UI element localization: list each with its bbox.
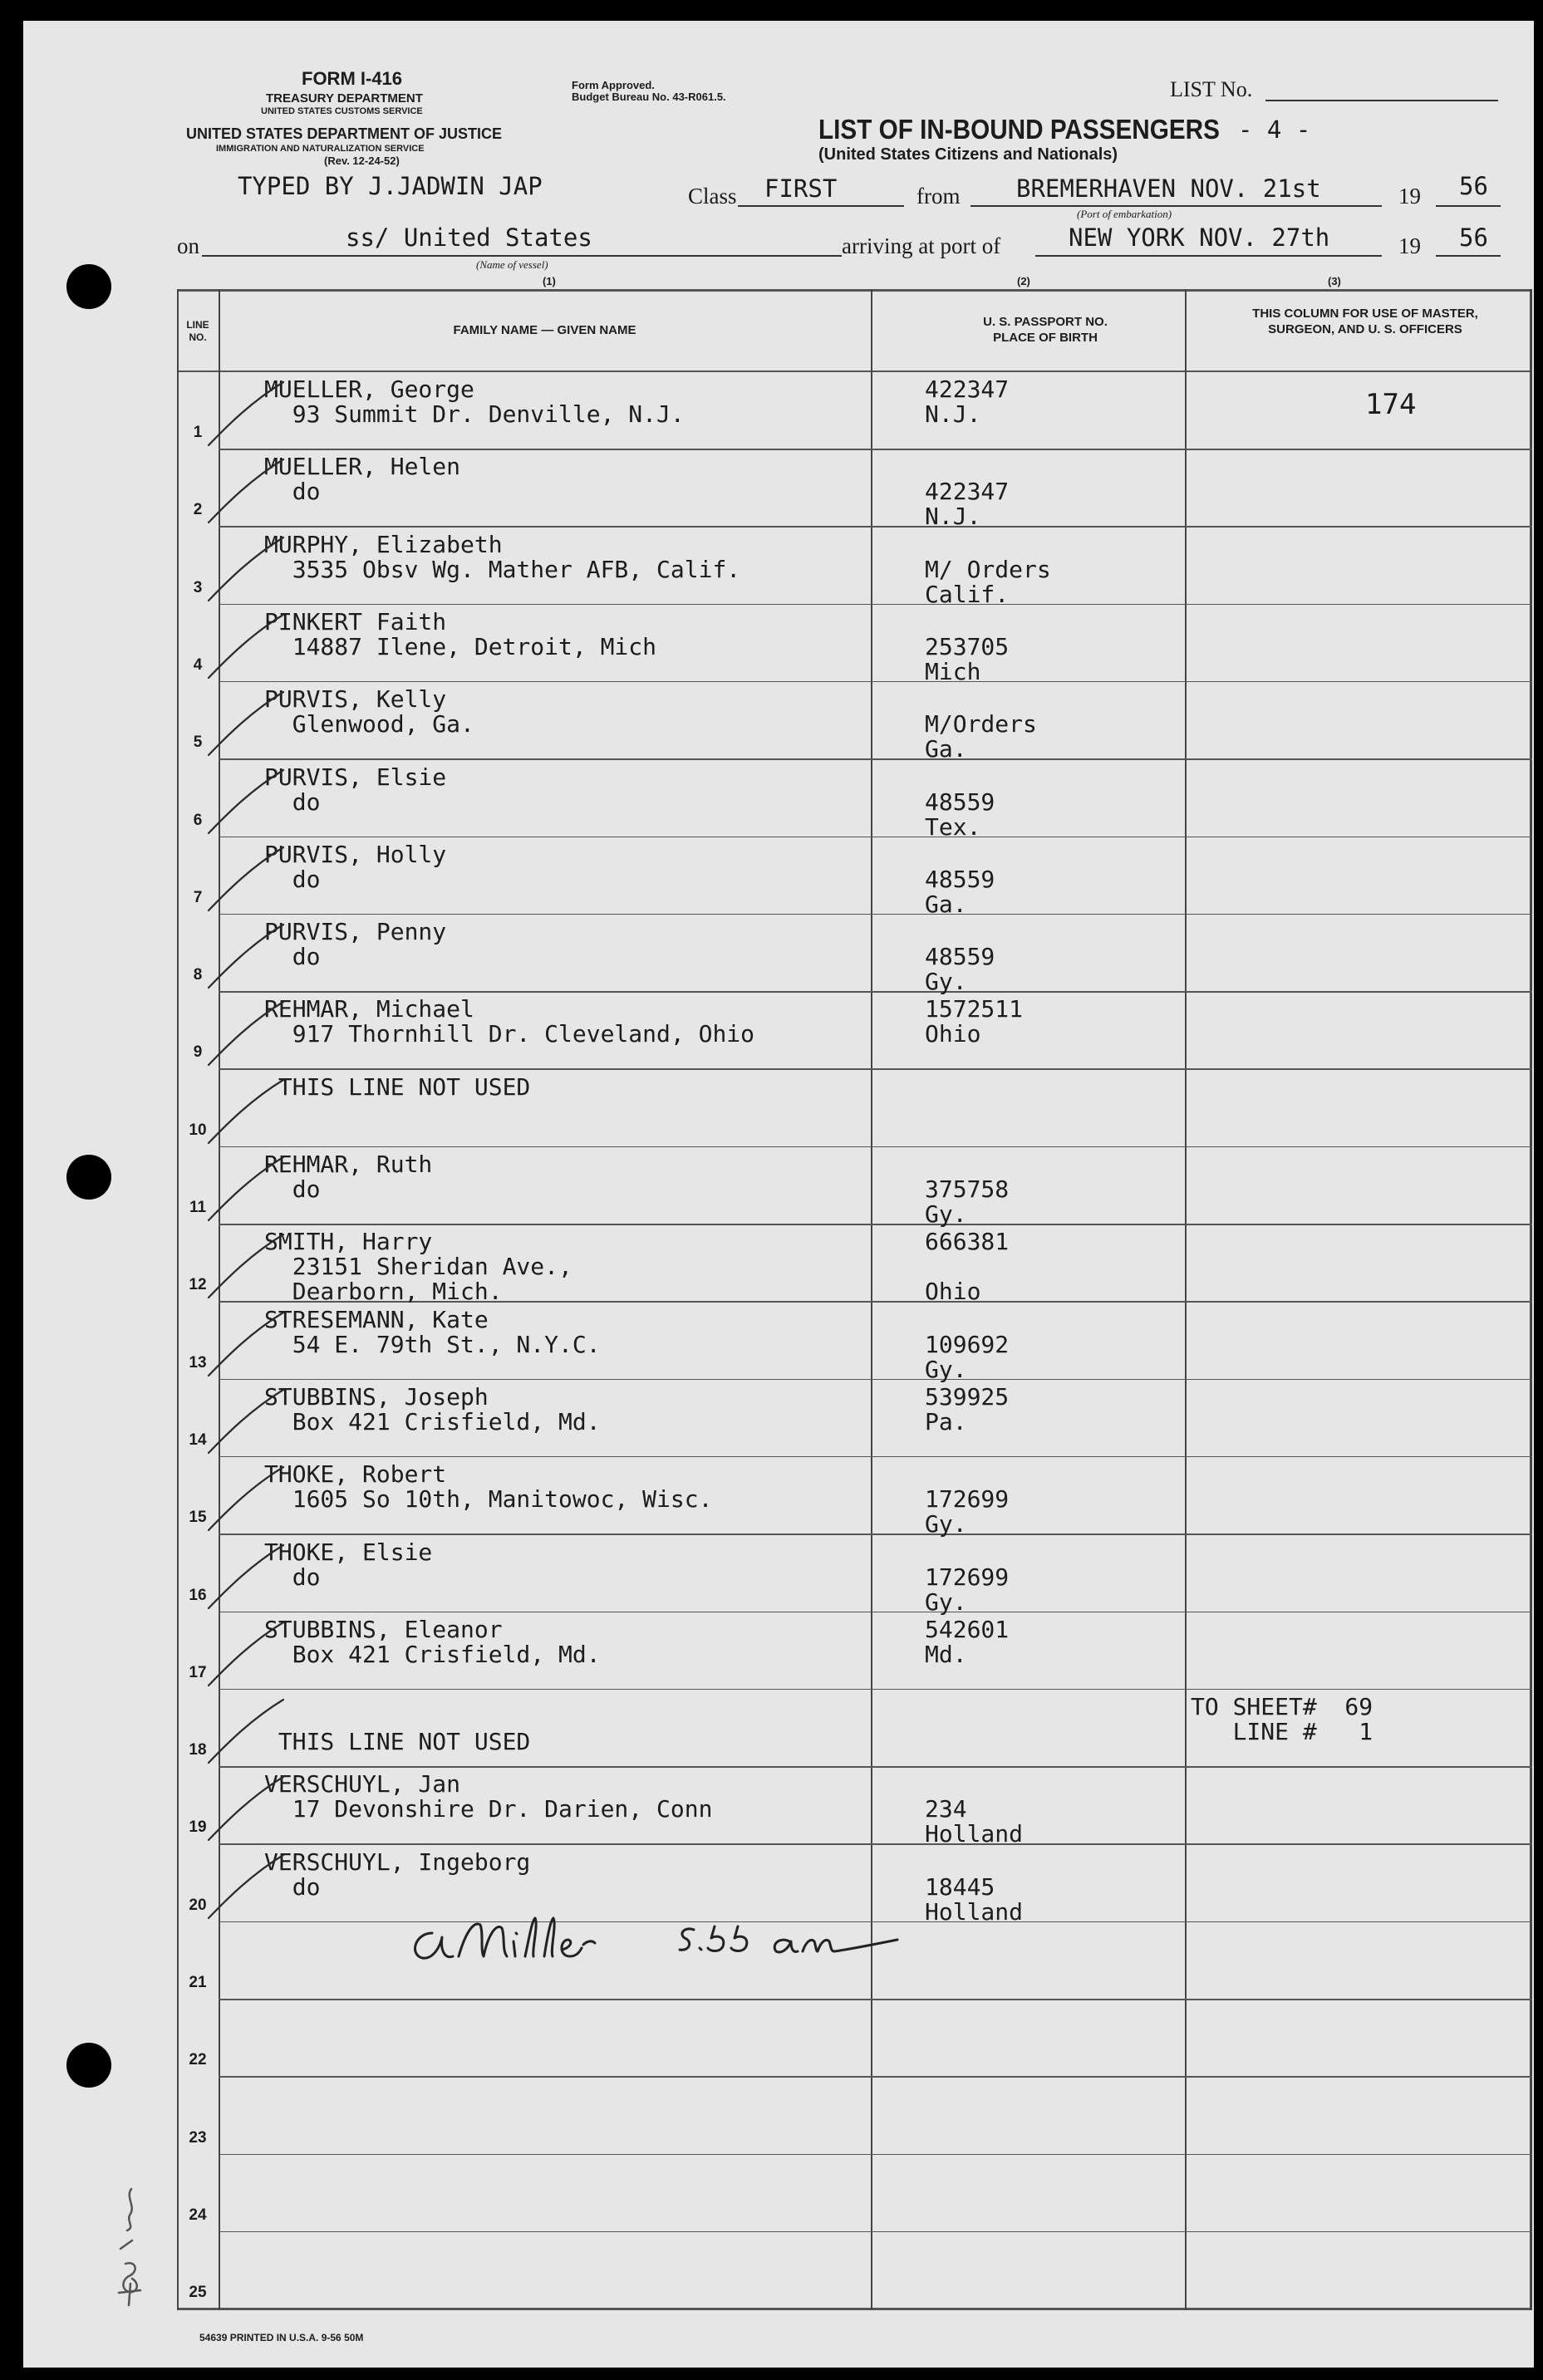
line-number: 14 <box>189 1430 207 1449</box>
vessel-caption: (Name of vessel) <box>476 258 548 271</box>
table-row <box>177 2155 1532 2232</box>
passenger-address: do <box>264 865 321 893</box>
document-page <box>23 21 1534 2368</box>
table-row <box>177 1380 1532 1457</box>
year-prefix-arrive: 19 <box>1398 233 1421 258</box>
line-number: 13 <box>189 1353 207 1372</box>
table-row <box>177 1767 1532 1848</box>
table-row <box>177 760 1532 841</box>
passenger-address: Box 421 Crisfield, Md. <box>264 1407 601 1435</box>
passenger-name: REHMAR, Ruth <box>264 1151 433 1178</box>
passenger-address: Box 421 Crisfield, Md. <box>264 1640 601 1668</box>
passenger-address: do <box>264 478 321 506</box>
passenger-name: VERSCHUYL, Jan <box>264 1770 461 1798</box>
passenger-address: do <box>264 1872 321 1901</box>
revision: (Rev. 12-24-52) <box>324 155 400 167</box>
line-number: 2 <box>193 501 203 519</box>
header-line-no: LINE NO. <box>186 319 209 343</box>
passenger-name: THOKE, Robert <box>264 1460 447 1489</box>
arriving-line <box>1035 255 1382 257</box>
form-number: FORM I-416 <box>302 68 403 89</box>
header-name: FAMILY NAME — GIVEN NAME <box>453 323 636 337</box>
passenger-name: REHMAR, Michael <box>264 995 474 1023</box>
year-prefix-from: 19 <box>1398 184 1421 209</box>
class-label: Class <box>688 184 737 209</box>
table-row <box>177 682 1532 763</box>
passenger-address: 23151 Sheridan Ave., Dearborn, Mich. <box>292 1253 572 1306</box>
header-passport: U. S. PASSPORT NO. PLACE OF BIRTH <box>983 315 1108 345</box>
list-no-label: LIST No. <box>1170 77 1253 101</box>
place-of-birth: 253705 Mich <box>925 632 1010 685</box>
column-number-2: (2) <box>1017 275 1030 287</box>
table-row <box>177 1070 1532 1147</box>
passenger-address: do <box>264 1563 321 1591</box>
passenger-address: 54 E. 79th St., N.Y.C. <box>264 1330 601 1358</box>
line-number: 19 <box>189 1818 207 1837</box>
vessel-value: ss/ United States <box>346 223 592 252</box>
margin-note <box>102 2181 160 2314</box>
form-approved: Form Approved. <box>572 79 655 91</box>
budget-bureau: Budget Bureau No. 43-R061.5. <box>572 91 726 103</box>
justice-department: UNITED STATES DEPARTMENT OF JUSTICE <box>186 125 503 142</box>
place-of-birth: N.J. <box>925 400 981 428</box>
line-number: 22 <box>189 2051 207 2069</box>
line-number: 4 <box>193 655 203 674</box>
place-of-birth: 422347 N.J. <box>925 478 1010 531</box>
passenger-name: PURVIS, Penny <box>264 918 447 946</box>
passenger-name: PURVIS, Kelly <box>264 685 447 714</box>
passenger-name: VERSCHUYL, Ingeborg <box>264 1848 531 1876</box>
arriving-label: arriving at port of <box>842 233 1001 258</box>
passenger-name: MUELLER, George <box>264 375 474 403</box>
passenger-name: THIS LINE NOT USED <box>264 1072 531 1101</box>
table-row <box>177 2232 1532 2309</box>
on-label: on <box>177 233 199 258</box>
place-of-birth: 172699 Gy. <box>925 1563 1010 1616</box>
passenger-address: 93 Summit Dr. Denville, N.J. <box>264 400 685 428</box>
port-caption: (Port of embarkation) <box>1077 208 1172 220</box>
handwritten-signature <box>407 1908 906 1975</box>
place-of-birth: 48559 Gy. <box>925 943 995 996</box>
punch-hole-bottom <box>66 2043 111 2088</box>
passenger-name: THOKE, Elsie <box>264 1538 433 1566</box>
place-of-birth: 172699 Gy. <box>925 1485 1010 1538</box>
year-from-line <box>1436 205 1501 207</box>
table-row <box>177 372 1532 449</box>
list-no-line <box>1265 100 1498 101</box>
from-label: from <box>916 184 961 209</box>
line-number: 9 <box>193 1043 203 1062</box>
officer-note: 174 <box>1365 388 1417 421</box>
line-number: 12 <box>189 1276 207 1294</box>
printer-footer: 54639 PRINTED IN U.S.A. 9-56 50M <box>199 2332 364 2343</box>
line-number: 18 <box>189 1741 207 1759</box>
line-number: 8 <box>193 966 203 984</box>
arriving-value: NEW YORK NOV. 27th <box>1069 223 1330 252</box>
place-of-birth: M/Orders Ga. <box>925 710 1037 763</box>
passport-number: 1572511 <box>925 995 1024 1023</box>
table-row <box>177 528 1532 608</box>
table-row <box>177 605 1532 685</box>
line-number: 3 <box>193 578 203 596</box>
table-row <box>177 1690 1532 1767</box>
table-row <box>177 1457 1532 1538</box>
passenger-address: THIS LINE NOT USED <box>264 1728 531 1756</box>
line-number: 1 <box>193 424 203 441</box>
list-subtitle: (United States Citizens and Nationals) <box>818 145 1118 164</box>
list-title: LIST OF IN-BOUND PASSENGERS <box>818 114 1220 145</box>
passenger-name: STUBBINS, Joseph <box>264 1382 489 1411</box>
passenger-name: STRESEMANN, Kate <box>264 1305 489 1333</box>
passenger-address: 3535 Obsv Wg. Mather AFB, Calif. <box>264 555 741 583</box>
column-number-1: (1) <box>543 275 556 287</box>
passport-number: 542601 <box>925 1615 1010 1643</box>
table-row <box>177 1303 1532 1383</box>
place-of-birth: 48559 Ga. <box>925 865 995 918</box>
immigration-service: IMMIGRATION AND NATURALIZATION SERVICE <box>216 144 425 154</box>
passport-number: 422347 <box>925 375 1010 403</box>
passport-number: 539925 <box>925 1382 1010 1411</box>
year-from: 56 <box>1459 172 1488 200</box>
line-number: 11 <box>189 1199 207 1216</box>
class-value: FIRST <box>764 174 838 203</box>
officer-note: TO SHEET# 69 LINE # 1 <box>1191 1693 1373 1746</box>
punch-hole-middle <box>66 1155 111 1200</box>
passenger-name: PURVIS, Elsie <box>264 763 447 791</box>
place-of-birth: Ohio <box>925 1020 981 1048</box>
place-of-birth: M/ Orders Calif. <box>925 555 1051 608</box>
passenger-name: STUBBINS, Eleanor <box>264 1615 503 1643</box>
place-of-birth: Ohio <box>925 1278 981 1306</box>
place-of-birth: 375758 Gy. <box>925 1175 1010 1228</box>
customs-service: UNITED STATES CUSTOMS SERVICE <box>261 106 423 116</box>
line-number: 21 <box>189 1974 207 1991</box>
passenger-address: do <box>264 788 321 816</box>
year-arrive-line <box>1436 255 1501 257</box>
line-number: 10 <box>189 1121 207 1139</box>
table-row <box>177 915 1532 996</box>
passenger-name: MUELLER, Helen <box>264 453 461 481</box>
table-row <box>177 992 1532 1069</box>
passenger-address: 14887 Ilene, Detroit, Mich <box>264 632 657 660</box>
line-number: 16 <box>189 1586 207 1604</box>
line-number: 23 <box>189 2128 207 2147</box>
punch-hole-top <box>66 264 111 309</box>
table-row <box>177 1612 1532 1690</box>
passenger-address: Glenwood, Ga. <box>264 710 474 739</box>
line-number: 7 <box>193 888 203 906</box>
passenger-address: do <box>264 1175 321 1203</box>
passenger-address: 17 Devonshire Dr. Darien, Conn <box>264 1795 713 1823</box>
place-of-birth: Md. <box>925 1640 967 1668</box>
department: TREASURY DEPARTMENT <box>266 91 423 106</box>
place-of-birth: Pa. <box>925 1407 967 1435</box>
passenger-name: PINKERT Faith <box>264 607 447 635</box>
table-row <box>177 1224 1532 1306</box>
passenger-name: SMITH, Harry <box>264 1228 433 1256</box>
class-line <box>738 205 904 207</box>
line-number: 25 <box>189 2284 207 2302</box>
line-number: 15 <box>189 1509 207 1527</box>
passenger-name: MURPHY, Elizabeth <box>264 530 503 558</box>
passenger-address: 917 Thornhill Dr. Cleveland, Ohio <box>264 1020 755 1048</box>
passenger-address: 1605 So 10th, Manitowoc, Wisc. <box>264 1485 713 1514</box>
column-number-3: (3) <box>1328 275 1341 287</box>
place-of-birth: 109692 Gy. <box>925 1330 1010 1383</box>
passenger-address: do <box>264 943 321 971</box>
table-row <box>177 2000 1532 2077</box>
line-number: 6 <box>193 811 203 829</box>
line-number: 5 <box>193 734 203 752</box>
passport-number: 666381 <box>925 1228 1010 1256</box>
year-arrive: 56 <box>1459 223 1488 252</box>
table-top-border <box>177 289 1532 292</box>
line-number: 20 <box>189 1896 207 1914</box>
table-row <box>177 1535 1532 1616</box>
place-of-birth: 18445 Holland <box>925 1872 1024 1926</box>
table-row <box>177 837 1532 918</box>
line-number: 17 <box>189 1663 207 1681</box>
place-of-birth: 234 Holland <box>925 1795 1024 1848</box>
passenger-table <box>177 289 1532 2310</box>
passenger-name: PURVIS, Holly <box>264 840 447 868</box>
table-row <box>177 2078 1532 2155</box>
table-row <box>177 1147 1532 1228</box>
line-number: 24 <box>189 2206 207 2224</box>
table-row <box>177 449 1532 531</box>
header-officers: THIS COLUMN FOR USE OF MASTER, SURGEON, AND U. S. OFFICERS <box>1252 307 1478 336</box>
vessel-line <box>202 255 842 257</box>
from-line <box>971 205 1382 207</box>
from-value: BREMERHAVEN NOV. 21st <box>1016 174 1321 203</box>
typed-by: TYPED BY J.JADWIN JAP <box>238 172 543 200</box>
place-of-birth: 48559 Tex. <box>925 788 995 841</box>
list-sheet-number: - 4 - <box>1238 115 1311 144</box>
